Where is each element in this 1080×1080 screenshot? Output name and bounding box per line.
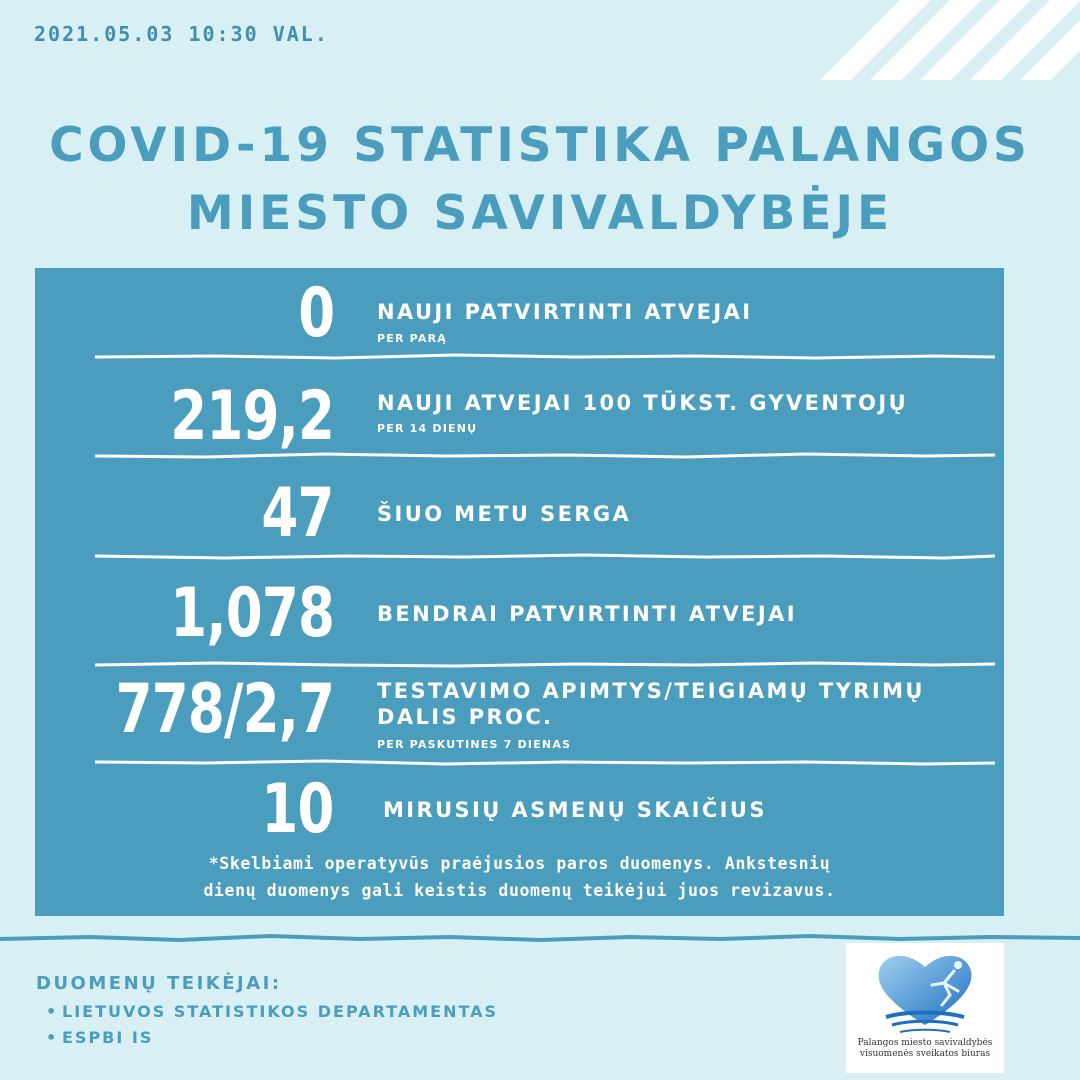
heart-runner-logo-icon (846, 943, 1004, 1038)
sources-list (46, 999, 498, 1051)
stat-label: ŠIUO METU SERGA (377, 502, 632, 526)
stat-label: TESTAVIMO APIMTYS/TEIGIAMŲ TYRIMŲ (377, 679, 925, 703)
source-item: • ESPBI IS (46, 1028, 154, 1047)
sources-title: DUOMENŲ TEIKĖJAI: (36, 973, 282, 994)
stat-sublabel: PER 14 DIENŲ (377, 422, 478, 435)
torn-divider (95, 552, 995, 562)
source-item: • LIETUVOS STATISTIKOS DEPARTAMENTAS (46, 1002, 499, 1021)
stat-value: 47 (261, 474, 334, 553)
stat-label: NAUJI ATVEJAI 100 TŪKST. GYVENTOJŲ (377, 391, 909, 415)
title-line-1: COVID-19 STATISTIKA PALANGOS (49, 118, 1031, 173)
note-line-2: dienų duomenys gali keistis duomenų teikėjui juos revizavus. (203, 881, 836, 900)
date-time: 2021.05.03 10:30 VAL. (34, 22, 329, 46)
title-line-2: MIESTO SAVIVALDYBĖJE (186, 186, 894, 241)
decorative-stripes (820, 0, 1080, 80)
stat-label-line-2: DALIS PROC. (377, 705, 554, 729)
torn-divider (95, 352, 995, 362)
logo-caption: Palangos miesto savivaldybės visuomenės sveikatos biuras (857, 1038, 993, 1059)
torn-divider (95, 451, 995, 461)
stat-value: 10 (261, 770, 334, 849)
torn-divider (95, 758, 995, 768)
stat-sublabel: PER PARĄ (377, 332, 448, 345)
stat-label: MIRUSIŲ ASMENŲ SKAIČIUS (383, 798, 767, 822)
stat-sublabel: PER PASKUTINES 7 DIENAS (377, 738, 572, 751)
stat-value: 1,078 (170, 574, 334, 653)
torn-divider (95, 660, 995, 670)
stats-panel (35, 268, 1004, 916)
stat-label: BENDRAI PATVIRTINTI ATVEJAI (377, 602, 797, 626)
stat-value: 0 (297, 274, 334, 353)
page-title (0, 112, 1080, 248)
organization-logo (846, 943, 1004, 1073)
stat-value: 778/2,7 (115, 670, 334, 749)
note-line-1: *Skelbiami operatyvūs praėjusios paros duomenys. Ankstesnių (208, 854, 831, 873)
stat-label: NAUJI PATVIRTINTI ATVEJAI (377, 300, 753, 324)
stat-value: 219,2 (170, 377, 334, 456)
disclaimer-note (35, 850, 1004, 904)
